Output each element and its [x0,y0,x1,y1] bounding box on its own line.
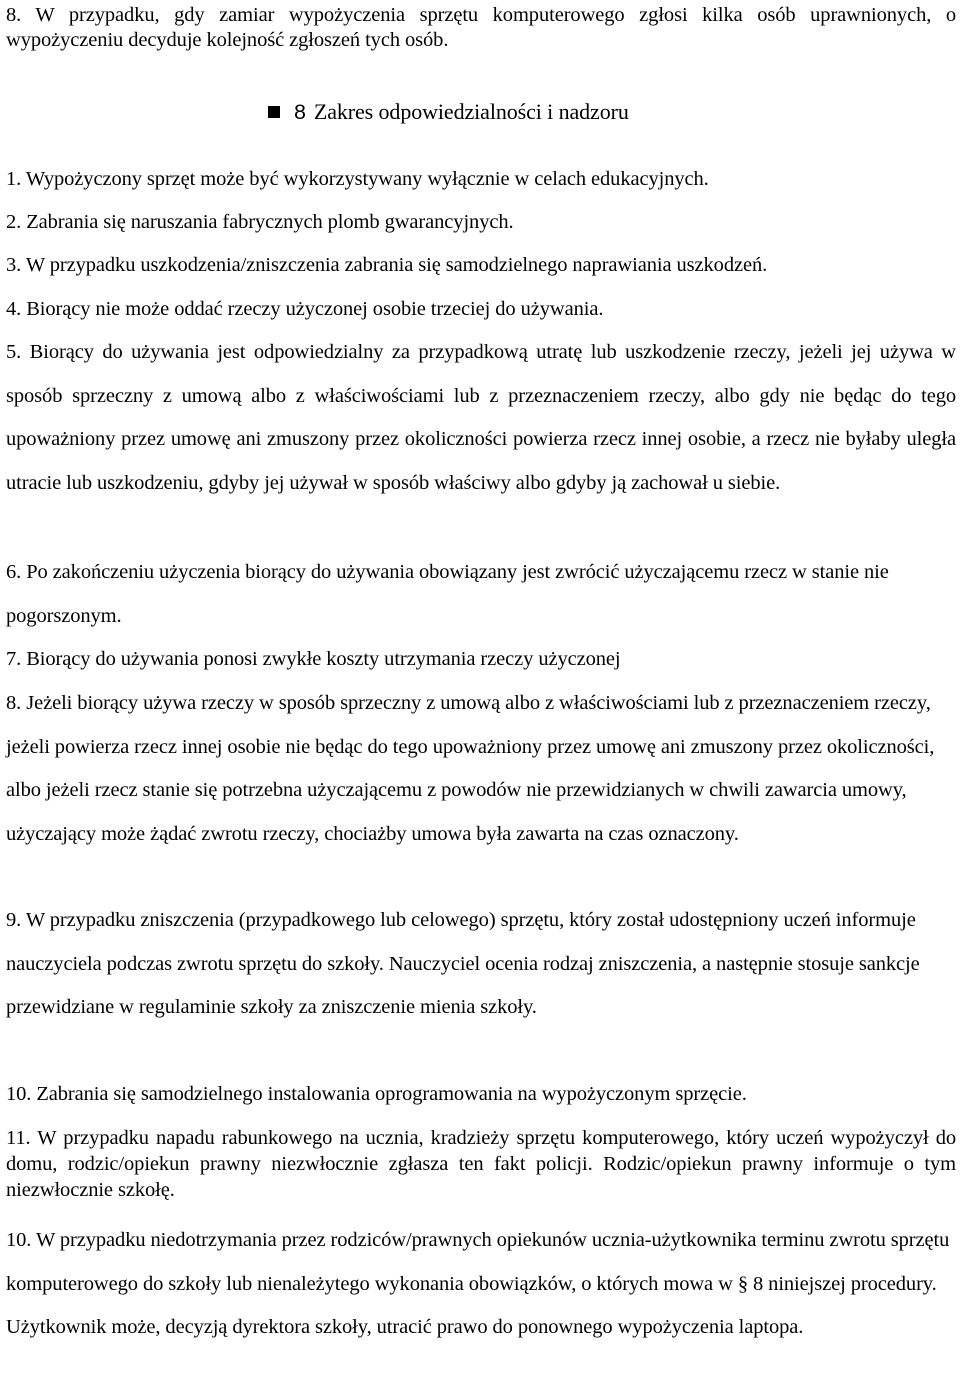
list-item-6: 6. Po zakończeniu użyczenia biorący do używania obowiązany jest zwrócić użyczającemu rzecz w stanie nie pogorszonym. [6,561,889,627]
section-heading [6,96,960,128]
list-item-8: 8. Jeżeli biorący używa rzeczy w sposób sprzeczny z umową albo z właściwościami lub z przeznaczeniem rzeczy, jeżeli powierza rzecz innej osobie nie będąc do tego upoważniony przez umowę ani zmuszony przez okoliczności, albo jeżeli rzecz stanie się potrzebna użyczającemu z powodów nie przewidzianych w chwili zawarcia umowy, użyczający może żądać zwrotu rzeczy, chociażby umowa była zawarta na czas oznaczony. [6,692,935,845]
list-item-7: 7. Biorący do używania ponosi zwykłe koszty utrzymania rzeczy użyczonej [6,648,621,670]
list-item-2: 2. Zabrania się naruszania fabrycznych plomb gwarancyjnych. [6,211,514,233]
list-item-1: 1. Wypożyczony sprzęt może być wykorzystywany wyłącznie w celach edukacyjnych. [6,168,709,190]
intro-paragraph: 8. W przypadku, gdy zamiar wypożyczenia sprzętu komputerowego zgłosi kilka osób uprawnionych, o wypożyczeniu decyduje kolejność zgłoszeń tych osób. [6,4,956,51]
list-item-12: 10. W przypadku niedotrzymania przez rodziców/prawnych opiekunów ucznia-użytkownika terminu zwrotu sprzętu komputerowego do szkoły lub nienależytego wykonania obowiązków, o których mowa w § 8 niniejszej procedury. Użytkownik może, decyzją dyrektora szkoły, utracić prawo do ponownego wypożyczenia laptopa. [6,1229,950,1338]
list-item-5: 5. Biorący do używania jest odpowiedzialny za przypadkową utratę lub uszkodzenie rzeczy, jeżeli jej używa w sposób sprzeczny z umową albo z właściwościami lub z przeznaczeniem rzeczy, albo gdy nie będąc do tego upoważniony przez umowę ani zmuszony przez okoliczności powierza rzecz innej osobie, a rzecz nie byłaby uległa utracie lub uszkodzeniu, gdyby jej używał w sposób właściwy albo gdyby ją zachował u siebie. [6,341,956,494]
section-title: Zakres odpowiedzialności i nadzoru [313,99,629,124]
section-number: 8 [294,99,306,124]
list-item-11: 11. W przypadku napadu rabunkowego na ucznia, kradzieży sprzętu komputerowego, który uczeń wypożyczył do domu, rodzic/opiekun prawny niezwłocznie zgłasza ten fakt policji. Rodzic/opiekun prawny informuje o tym niezwłocznie szkołę. [6,1127,956,1201]
list-item-10: 10. Zabrania się samodzielnego instalowania oprogramowania na wypożyczonym sprzęcie. [6,1083,747,1105]
list-item-3: 3. W przypadku uszkodzenia/zniszczenia zabrania się samodzielnego naprawiania uszkodzeń. [6,254,768,276]
square-bullet-icon [268,106,280,118]
list-item-4: 4. Biorący nie może oddać rzeczy użyczonej osobie trzeciej do używania. [6,298,604,320]
list-item-9: 9. W przypadku zniszczenia (przypadkowego lub celowego) sprzętu, który został udostępniony uczeń informuje nauczyciela podczas zwrotu sprzętu do szkoły. Nauczyciel ocenia rodzaj zniszczenia, a następnie stosuje sankcje przewidziane w regulaminie szkoły za zniszczenie mienia szkoły. [6,909,920,1018]
